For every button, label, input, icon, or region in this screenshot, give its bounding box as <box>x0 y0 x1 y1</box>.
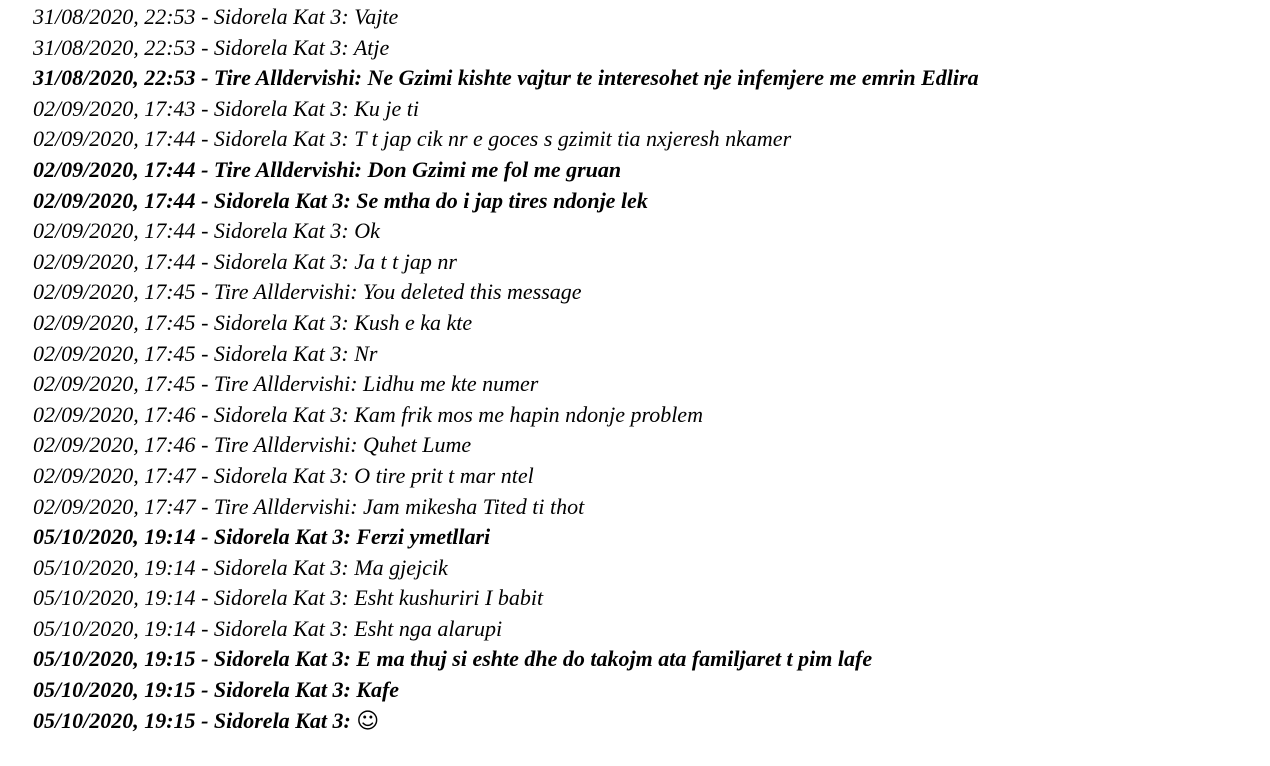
separator: - <box>195 126 214 152</box>
message-text: Ja t t jap nr <box>354 248 457 274</box>
sender-delimiter: : <box>341 126 355 152</box>
message-timestamp: 02/09/2020, 17:46 <box>33 432 196 458</box>
message-sender: Sidorela Kat 3 <box>213 462 342 488</box>
message-sender: Sidorela Kat 3 <box>213 524 344 550</box>
message-sender: Sidorela Kat 3 <box>213 187 344 213</box>
message-text: T t jap cik nr e goces s gzimit tia nxjeresh nkamer <box>354 126 792 152</box>
message-timestamp: 02/09/2020, 17:43 <box>33 95 196 121</box>
chat-line <box>33 675 1260 706</box>
message-timestamp: 05/10/2020, 19:15 <box>33 707 196 733</box>
message-timestamp: 02/09/2020, 17:46 <box>33 401 196 427</box>
message-text: Ferzi ymetllari <box>356 524 491 550</box>
sender-delimiter: : <box>341 401 355 427</box>
message-sender: Sidorela Kat 3 <box>213 126 342 152</box>
chat-line <box>33 461 1260 492</box>
separator: - <box>195 371 214 397</box>
message-sender: Tire Alldervishi <box>213 432 351 458</box>
message-sender: Sidorela Kat 3 <box>213 218 342 244</box>
message-text: Quhet Lume <box>363 432 472 458</box>
message-text: Ku je ti <box>354 95 420 121</box>
separator: - <box>195 462 214 488</box>
message-timestamp: 02/09/2020, 17:47 <box>33 462 196 488</box>
message-timestamp: 02/09/2020, 17:44 <box>33 218 196 244</box>
message-sender: Tire Alldervishi <box>213 65 355 91</box>
chat-line <box>33 369 1260 400</box>
message-text: Atje <box>353 34 390 60</box>
sender-delimiter: : <box>354 65 368 91</box>
message-timestamp: 31/08/2020, 22:53 <box>33 34 196 60</box>
message-sender: Tire Alldervishi <box>213 371 351 397</box>
sender-delimiter: : <box>350 493 364 519</box>
message-timestamp: 02/09/2020, 17:44 <box>33 248 196 274</box>
chat-line <box>33 339 1260 370</box>
chat-line <box>33 522 1260 553</box>
message-timestamp: 02/09/2020, 17:44 <box>33 156 196 182</box>
chat-line <box>33 492 1260 523</box>
separator: - <box>195 524 214 550</box>
chat-line <box>33 583 1260 614</box>
chat-line <box>33 430 1260 461</box>
sender-delimiter: : <box>343 677 357 703</box>
separator: - <box>195 309 214 335</box>
chat-line <box>33 33 1260 64</box>
message-sender: Sidorela Kat 3 <box>213 615 342 641</box>
chat-line <box>33 308 1260 339</box>
message-text: Ma gjejcik <box>354 554 448 580</box>
sender-delimiter: : <box>343 187 357 213</box>
message-sender: Sidorela Kat 3 <box>213 554 342 580</box>
separator: - <box>195 279 214 305</box>
message-sender: Tire Alldervishi <box>213 279 351 305</box>
separator: - <box>195 707 214 733</box>
sender-delimiter: : <box>354 156 368 182</box>
message-sender: Sidorela Kat 3 <box>213 248 342 274</box>
message-timestamp: 02/09/2020, 17:45 <box>33 309 196 335</box>
message-timestamp: 05/10/2020, 19:14 <box>33 615 196 641</box>
chat-line <box>33 94 1260 125</box>
chat-line <box>33 155 1260 186</box>
separator: - <box>195 615 214 641</box>
sender-delimiter: : <box>341 309 355 335</box>
message-text: Kam frik mos me hapin ndonje problem <box>354 401 703 427</box>
separator: - <box>195 218 214 244</box>
chat-line <box>33 400 1260 431</box>
separator: - <box>195 585 214 611</box>
message-text: Vajte <box>354 4 399 29</box>
sender-delimiter: : <box>350 279 364 305</box>
separator: - <box>195 34 214 60</box>
chat-line <box>33 186 1260 217</box>
message-timestamp: 02/09/2020, 17:47 <box>33 493 196 519</box>
message-timestamp: 05/10/2020, 19:14 <box>33 554 196 580</box>
sender-delimiter: : <box>341 34 354 60</box>
message-timestamp: 31/08/2020, 22:53 <box>33 4 196 29</box>
sender-delimiter: : <box>341 248 355 274</box>
message-text: You deleted this message <box>363 279 582 305</box>
message-text: O tire prit t mar ntel <box>354 462 534 488</box>
separator: - <box>195 248 214 274</box>
sender-delimiter: : <box>341 95 355 121</box>
message-text: Esht nga alarupi <box>354 615 503 641</box>
chat-line <box>33 2 1260 33</box>
sender-delimiter: : <box>341 218 355 244</box>
message-text: Nr <box>354 340 378 366</box>
message-timestamp: 05/10/2020, 19:15 <box>33 646 196 672</box>
chat-line <box>33 553 1260 584</box>
message-timestamp: 02/09/2020, 17:45 <box>33 340 196 366</box>
separator: - <box>195 187 214 213</box>
separator: - <box>195 646 214 672</box>
separator: - <box>195 401 214 427</box>
separator: - <box>195 95 214 121</box>
message-sender: Sidorela Kat 3 <box>213 4 342 29</box>
sender-delimiter: : <box>341 4 355 29</box>
chat-line <box>33 216 1260 247</box>
message-sender: Sidorela Kat 3 <box>213 646 344 672</box>
message-sender: Sidorela Kat 3 <box>213 585 342 611</box>
message-sender: Sidorela Kat 3 <box>213 34 342 60</box>
separator: - <box>195 65 214 91</box>
message-text: Esht kushuriri I babit <box>354 585 544 611</box>
message-sender: Sidorela Kat 3 <box>213 340 342 366</box>
message-timestamp: 05/10/2020, 19:14 <box>33 585 196 611</box>
message-sender: Sidorela Kat 3 <box>213 401 342 427</box>
sender-delimiter: : <box>343 646 357 672</box>
message-sender: Sidorela Kat 3 <box>213 95 342 121</box>
message-sender: Sidorela Kat 3 <box>213 309 342 335</box>
sender-delimiter: : <box>341 585 355 611</box>
message-text: Ne Gzimi kishte vajtur te interesohet nje infemjere me emrin Edlira <box>367 65 979 91</box>
sender-delimiter: : <box>343 707 357 733</box>
chat-line <box>33 63 1260 94</box>
smiley-face-icon: ☺ <box>356 708 380 734</box>
separator: - <box>195 340 214 366</box>
sender-delimiter: : <box>350 432 364 458</box>
message-timestamp: 05/10/2020, 19:14 <box>33 524 196 550</box>
message-timestamp: 02/09/2020, 17:44 <box>33 187 196 213</box>
message-timestamp: 05/10/2020, 19:15 <box>33 677 196 703</box>
separator: - <box>195 4 214 29</box>
message-text: Kafe <box>356 677 400 703</box>
message-timestamp: 31/08/2020, 22:53 <box>33 65 196 91</box>
sender-delimiter: : <box>341 340 355 366</box>
chat-line <box>33 277 1260 308</box>
message-text: Don Gzimi me fol me gruan <box>367 156 622 182</box>
message-timestamp: 02/09/2020, 17:45 <box>33 371 196 397</box>
message-text: Jam mikesha Tited ti thot <box>363 493 585 519</box>
separator: - <box>195 156 214 182</box>
message-sender: Sidorela Kat 3 <box>213 707 344 733</box>
chat-line <box>33 124 1260 155</box>
chat-line <box>33 614 1260 645</box>
message-text: Se mtha do i jap tires ndonje lek <box>356 187 648 213</box>
separator: - <box>195 493 214 519</box>
chat-line <box>33 644 1260 675</box>
message-timestamp: 02/09/2020, 17:44 <box>33 126 196 152</box>
sender-delimiter: : <box>343 524 357 550</box>
message-text: E ma thuj si eshte dhe do takojm ata familjaret t pim lafe <box>356 646 873 672</box>
message-timestamp: 02/09/2020, 17:45 <box>33 279 196 305</box>
sender-delimiter: : <box>350 371 364 397</box>
message-text: Lidhu me kte numer <box>363 371 539 397</box>
separator: - <box>195 554 214 580</box>
chat-line <box>33 706 1260 737</box>
message-sender: Tire Alldervishi <box>213 493 351 519</box>
sender-delimiter: : <box>341 554 355 580</box>
message-sender: Tire Alldervishi <box>213 156 355 182</box>
message-text: Kush e ka kte <box>354 309 473 335</box>
message-sender: Sidorela Kat 3 <box>213 677 344 703</box>
sender-delimiter: : <box>341 462 355 488</box>
message-text: Ok <box>354 218 380 244</box>
chat-line <box>33 247 1260 278</box>
separator: - <box>195 677 214 703</box>
sender-delimiter: : <box>341 615 355 641</box>
separator: - <box>195 432 214 458</box>
